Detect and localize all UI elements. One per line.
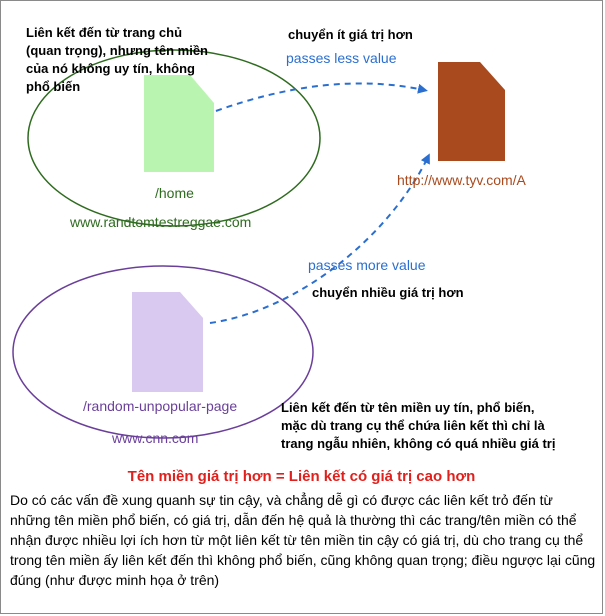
explanation-paragraph: Do có các vấn đề xung quanh sự tin cậy, và chẳng dễ gì có được các liên kết trỏ đến từ những tên miền phổ biến, có giá trị, dẫn đến hệ quả là thường thì các trang/tên miền có thể nhận được nhiều lợi ích hơn từ một liên kết từ tên miền tin cậy có giá trị, dù cho trang cụ thể trong tên miền ấy liên kết đến thì không phổ biến, cũng không quan trọng; điều ngược lại cũng đúng (như được minh họa ở trên) xyxy=(10,492,596,588)
label-target-url: http://www.tyv.com/A xyxy=(397,172,526,188)
note-passes-less-vi: chuyển ít giá trị hơn xyxy=(288,27,413,42)
label-passes-more-value: passes more value xyxy=(308,257,426,273)
passes-less-arrow xyxy=(216,83,424,111)
note-trusted-domain-link: Liên kết đến từ tên miền uy tín, phổ biến, mặc dù trang cụ thể chứa liên kết thì chỉ là trang ngẫu nhiên, không có quá nhiều giá trị xyxy=(281,400,556,451)
target-page-document-icon xyxy=(438,62,505,161)
random-page-document-icon xyxy=(132,292,203,392)
label-random-page: /random-unpopular-page xyxy=(83,398,238,414)
label-home-page: /home xyxy=(155,185,194,201)
note-passes-more-vi: chuyển nhiều giá trị hơn xyxy=(312,285,464,300)
label-passes-less-value: passes less value xyxy=(286,50,397,66)
label-domain-top: www.randtomtestreggae.com xyxy=(70,214,252,230)
note-homepage-link: Liên kết đến từ trang chủ (quan trọng), nhưng tên miền của nó không uy tín, không phổ biến xyxy=(26,25,208,94)
label-domain-bottom: www.cnn.com xyxy=(112,430,199,446)
headline: Tên miền giá trị hơn = Liên kết có giá trị cao hơn xyxy=(127,468,476,485)
